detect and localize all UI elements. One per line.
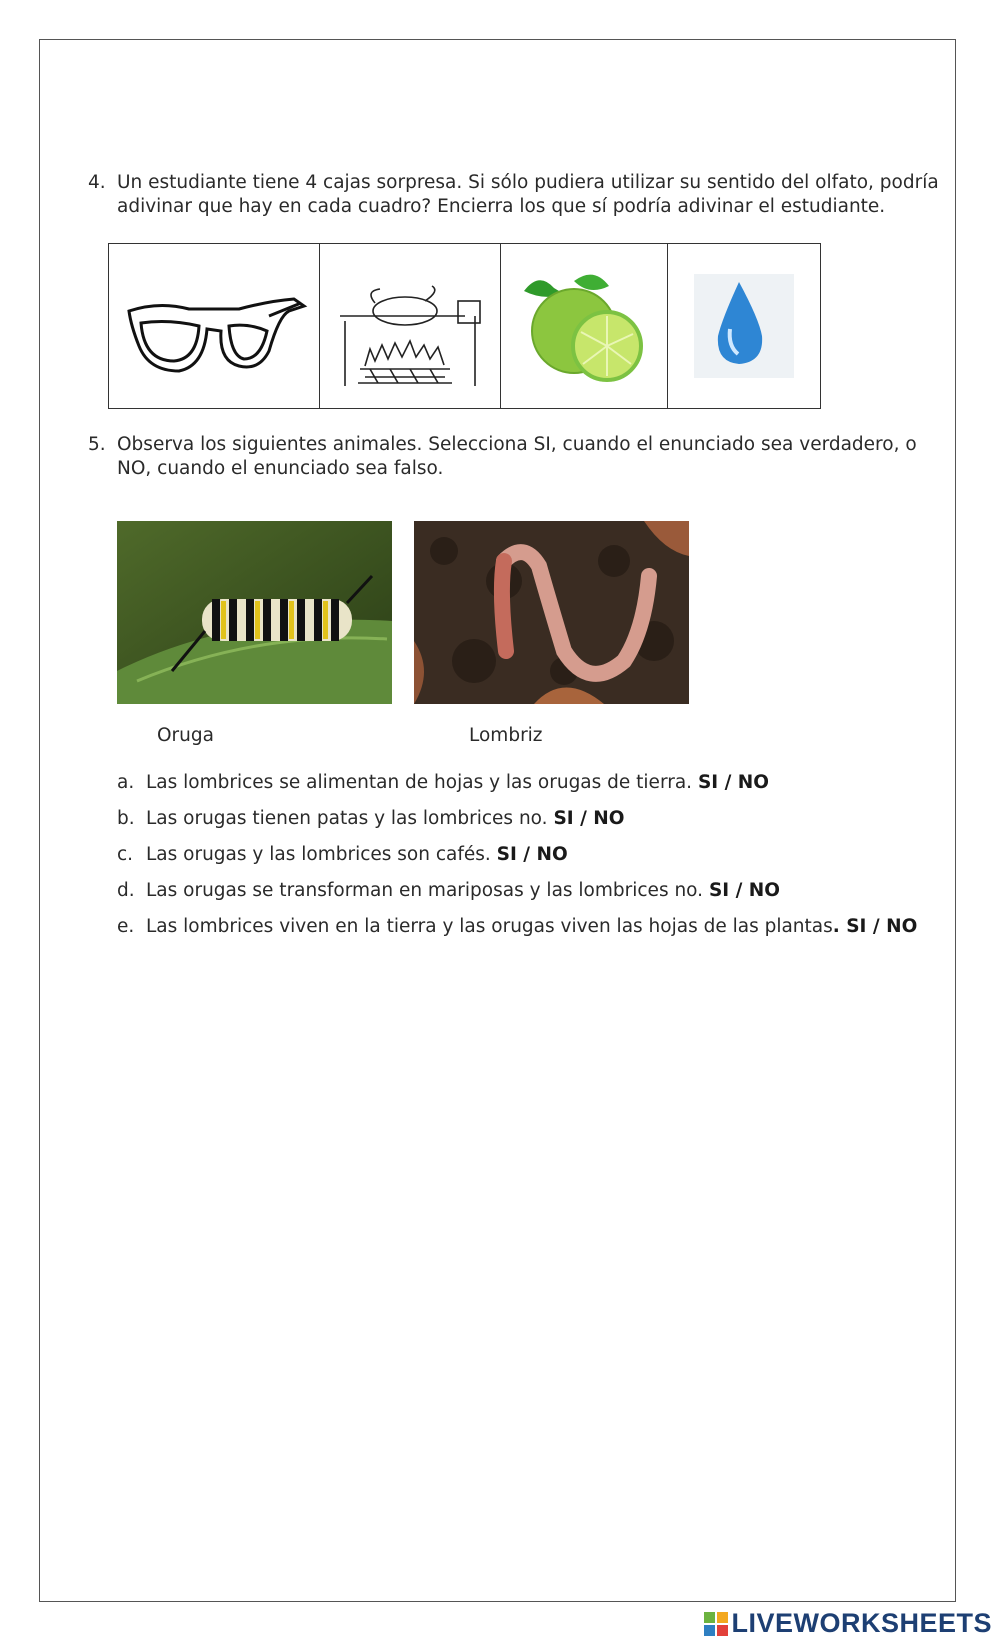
question-5 — [88, 433, 948, 481]
caterpillar-photo — [117, 521, 392, 704]
logo-grid-icon — [704, 1612, 728, 1636]
statement-b: b. Las orugas tienen patas y las lombrices no. SI / NO — [117, 808, 625, 829]
box-water[interactable] — [668, 244, 820, 408]
earthworm-photo — [414, 521, 689, 704]
question-number: 4. — [88, 172, 106, 193]
water-drop-icon — [694, 274, 794, 378]
question-number: 5. — [88, 434, 106, 455]
roast-chicken-fire-icon — [330, 261, 490, 391]
question-text: Un estudiante tiene 4 cajas sorpresa. Si sólo pudiera utilizar su sentido del olfato, podría adivinar que hay en cada cuadro? Encierra los que sí podría adivinar el estudiante. — [117, 172, 939, 217]
si-no-choice[interactable]: SI / NO — [553, 808, 625, 829]
statement-e: e. Las lombrices viven en la tierra y las orugas viven las hojas de las plantas. SI / NO — [117, 916, 918, 937]
si-no-choice[interactable]: . SI / NO — [832, 916, 918, 937]
si-no-choice[interactable]: SI / NO — [708, 880, 781, 901]
caption-oruga: Oruga — [157, 725, 214, 746]
brand-name: LIVEWORKSHEETS — [731, 1608, 992, 1638]
question-4 — [88, 171, 948, 219]
lime-icon — [519, 266, 649, 386]
question-text: Observa los siguientes animales. Selecciona SI, cuando el enunciado sea verdadero, o NO, cuando el enunciado sea falso. — [117, 434, 917, 479]
statement-a: a. Las lombrices se alimentan de hojas y las orugas de tierra. SI / NO — [117, 772, 769, 793]
box-glasses[interactable] — [109, 244, 320, 408]
box-lime[interactable] — [501, 244, 668, 408]
caption-lombriz: Lombriz — [469, 725, 543, 746]
box-roast-chicken[interactable] — [320, 244, 501, 408]
statement-c: c. Las orugas y las lombrices son cafés. SI / NO — [117, 844, 568, 865]
si-no-choice[interactable]: SI / NO — [697, 772, 769, 793]
glasses-icon — [119, 271, 309, 381]
statement-d: d. Las orugas se transforman en mariposas y las lombrices no. SI / NO — [117, 880, 781, 901]
liveworksheets-logo — [704, 1608, 992, 1639]
si-no-choice[interactable]: SI / NO — [496, 844, 568, 865]
surprise-boxes — [108, 243, 821, 409]
